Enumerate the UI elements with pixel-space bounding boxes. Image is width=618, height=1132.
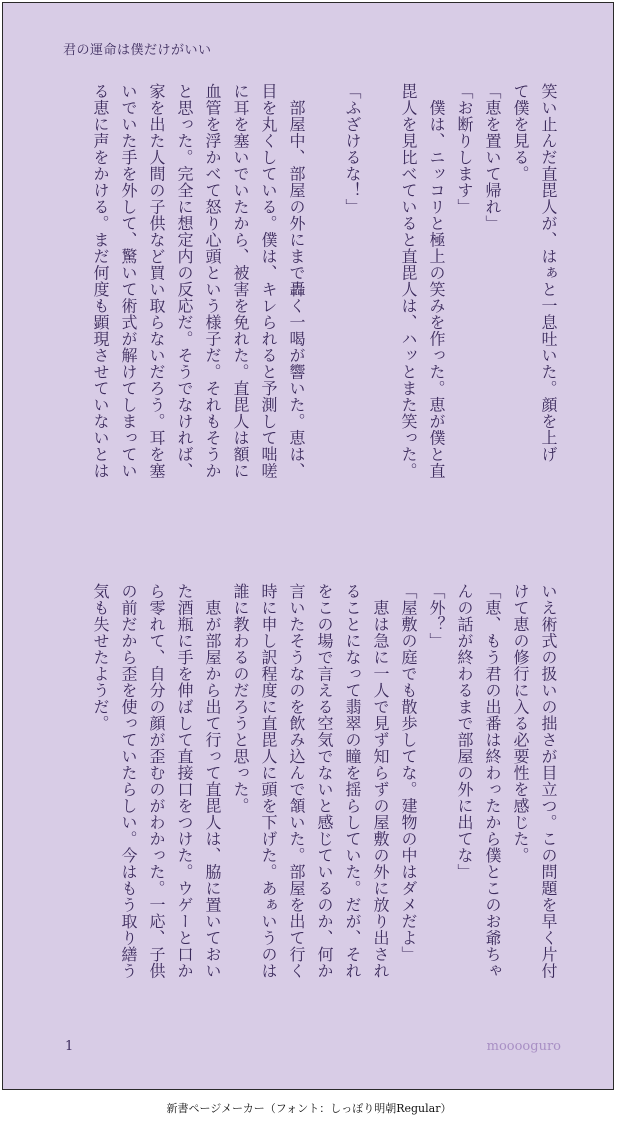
text-column: 「ふざけるな！」: [343, 83, 362, 215]
text-column: ら零れて、自分の顔が歪むのがわかった。一応、子供: [147, 583, 166, 979]
text-column: 「屋敷の庭でも散歩してな。建物の中はダメだよ」: [399, 583, 418, 963]
text-column: 恵は急に一人で見ず知らずの屋敷の外に放り出され: [371, 583, 390, 979]
text-column: 気も失せたようだ。: [91, 583, 110, 732]
text-column: 僕は、ニッコリと極上の笑みを作った。恵が僕と直: [427, 83, 446, 479]
text-column: ることになって翡翠の瞳を揺らしていた。だが、それ: [343, 583, 362, 979]
text-column: に耳を塞いでいたから、被害を免れた。直毘人は額に: [231, 83, 250, 479]
text-column: 時に申し訳程度に直毘人に頭を下げた。あぁいうのは: [259, 583, 278, 979]
text-block-bottom: [88, 583, 561, 1053]
text-column: [312, 83, 337, 553]
text-column: 「恵、もう君の出番は終わったから僕とこのお爺ちゃ: [483, 583, 502, 979]
text-column: けて恵の修行に入る必要性を感じた。: [511, 583, 530, 864]
text-column: [368, 83, 393, 553]
text-column: 誰に教わるのだろうと思った。: [231, 583, 250, 814]
text-column: た酒瓶に手を伸ばして直接口をつけた。ウゲーと口か: [175, 583, 194, 979]
text-column: 毘人を見比べていると直毘人は、ハッとまた笑った。: [399, 83, 418, 479]
text-column: の前だから歪を使っていたらしい。今はもう取り繕う: [119, 583, 138, 979]
text-column: 家を出た人間の子供など買い取らないだろう。耳を塞: [147, 83, 166, 479]
text-column: る恵に声をかける。まだ何度も顕現させていないとは: [91, 83, 110, 479]
footer-caption: 新書ページメーカー（フォント：しっぽり明朝Regular）: [166, 1102, 452, 1115]
text-column: と思った。完全に想定内の反応だ。そうでなければ、: [175, 83, 194, 479]
text-column: 目を丸くしている。僕は、キレられると予測して咄嗟: [259, 83, 278, 479]
book-page: [2, 2, 614, 1090]
text-column: いえ術式の扱いの拙さが目立つ。この問題を早く片付: [539, 583, 558, 979]
text-column: 「お断りします」: [455, 83, 474, 215]
text-column: んの話が終わるまで部屋の外に出てな」: [455, 583, 474, 880]
text-column: 血管を浮かべて怒り心頭という様子だ。それもそうか: [203, 83, 222, 479]
text-column: をこの場で言える空気でないと感じているのか、何か: [315, 583, 334, 979]
text-column: 恵が部屋から出て行って直毘人は、脇に置いておい: [203, 583, 222, 979]
text-column: いでいた手を外して、驚いて術式が解けてしまってい: [119, 83, 138, 479]
text-column: 「恵を置いて帰れ」: [483, 83, 502, 232]
running-header-title: 君の運命は僕だけがいい: [63, 43, 212, 58]
text-column: 笑い止んだ直毘人が、はぁと一息吐いた。顔を上げ: [539, 83, 558, 463]
text-column: 部屋中、部屋の外にまで轟く一喝が響いた。恵は、: [287, 83, 306, 479]
text-column: 「外？」: [427, 583, 446, 649]
text-block-top: [88, 83, 561, 553]
page-number: 1: [65, 1039, 74, 1054]
text-column: 言いたそうなのを飲み込んで頷いた。部屋を出て行く: [287, 583, 306, 979]
text-column: て僕を見る。: [511, 83, 530, 182]
author-name: mooooguro: [486, 1039, 561, 1054]
